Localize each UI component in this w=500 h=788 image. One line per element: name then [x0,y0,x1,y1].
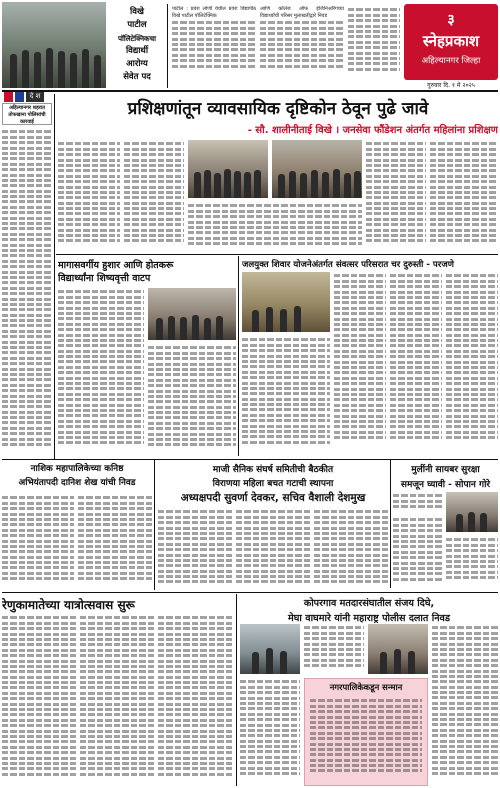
top-text-col2 [260,6,344,88]
date-line: गुरुवार दि. १ मे २०२५ [427,82,475,89]
story-cyber-text-2 [393,516,443,588]
top-text-lead2: आणि कॉलेज ऑफ इंजिनिअरिंगच्या विद्यार्थ्यांची परिसर मुलाखतीद्वारे निवड [260,6,344,19]
story-cyber-box [393,462,498,490]
story-cyber-text-3 [446,536,498,588]
sidebar-line: पॉलिटेक्निकचा [117,34,157,43]
sidebar-line: सेवेत पद [123,72,151,82]
story-nashik-text-1 [2,494,74,590]
story-jalyukta-text-4 [446,272,498,456]
lead-headline: प्रशिक्षणांतून व्यावसायिक दृष्टिकोन ठेवून पुढे जावे [127,99,429,119]
story-jalyukta-headline: जलयुक्त शिवार योजनेअंतर्गत संवत्सर परिसरात चर दुरुस्ती - परजणे [242,260,454,270]
story-police-photo-2 [368,624,428,674]
lead-text-col1 [58,140,120,250]
section-tag-text: दे श [26,91,44,102]
lead-text-col2 [124,140,184,250]
story-jalyukta-text-2 [334,272,386,456]
story-sainik-headline: माजी सैनिक संघर्ष समितीची बैठकीत [212,465,334,475]
story-police-text-2 [432,624,498,786]
story-sainik-box [158,462,388,505]
story-scholarship-text-2 [148,344,236,456]
top-text-lead: पाटील : प्रवरा लोणी येथील प्रवरा विद्यापीठ विखे पाटील पॉलिटेक्निक [172,6,256,19]
sidebar-line: विखे [130,7,144,17]
left-sidebar-sub: तोफखाना पोलिसांची कारवाई [8,112,46,125]
story-cyber-headline: मुलींनी सायबर सुरक्षा [411,465,480,475]
story-jalyukta-photo [242,272,330,332]
left-sidebar-title: अहिल्यानगर शहरात [9,105,45,111]
lead-photo-2 [272,140,362,198]
story-renuka-text-1 [2,614,76,786]
story-sainik-sub: विराणया महिला बचत गटाची स्थापना [212,479,334,489]
story-renuka-headline: रेणुकामातेच्या यात्रोत्सवास सुरू [2,598,135,612]
story-police-box [240,596,498,624]
story-nashik-box [2,462,152,492]
sidebar-line: विद्यार्थी [125,46,149,56]
story-renuka-text-3 [158,614,234,786]
story-sainik-headline-2: अध्यक्षपदी सुवर्णा देवकर, सचिव वैशाली देशमुख [180,492,366,504]
story-police-sub: मेघा वाघमारे यांनी महाराष्ट्र पोलीस दलात निवड [288,613,450,624]
story-nashik-text-2 [78,494,152,590]
section-tag [4,91,44,102]
lead-text-col5 [430,140,496,250]
lead-text-col4 [366,140,426,250]
story-sainik-text-2 [236,508,310,590]
story-renuka-text-2 [80,614,154,786]
story-cyber-photo [446,492,498,532]
story-cyber-text-1 [393,492,443,514]
top-photo [2,2,106,88]
left-col-text [2,128,52,458]
story-sainik-text-3 [314,508,388,590]
top-text-col1 [172,6,256,88]
story-police-text-3 [240,678,300,786]
story-police-text-1 [304,624,364,674]
story-nashik-sub: अभियंतापदी दानिश शेख यांची निवड [18,478,136,488]
story-nagarpalika-box [304,678,428,786]
lead-photo-1 [188,140,268,198]
lead-subhead: - सौ. शालीनीताई विखे । जनसेवा फौंडेशन अंतर्गत महिलांना प्रशिक्षण [247,125,498,136]
story-sainik-text-1 [158,508,232,590]
sidebar-line: पाटील [127,20,147,30]
story-jalyukta-text-3 [390,272,442,456]
sidebar-line: आरोग्य [126,59,148,69]
story-police-photo-1 [240,624,300,674]
story-nagarpalika-headline: नगरपालिकेकडून सन्मान [329,682,403,692]
top-text-col3 [348,6,400,88]
top-story-sidebar [108,6,166,84]
story-scholarship-headline: मागासवर्गीय हुशार आणि होतकरू [58,260,174,271]
story-cyber-sub: समजून घ्यावी - सोपान गोरे [400,480,491,490]
brand-box [404,4,498,80]
story-scholarship-photo [148,288,236,340]
story-jalyukta-text-1 [242,336,330,456]
lead-text-col3 [188,202,362,250]
brand-sub: अहिल्यानगर जिल्हा [421,56,481,66]
brand-number: ३ [447,12,455,28]
brand-name: स्नेहप्रकाश [422,32,480,50]
story-nashik-headline: नाशिक महापालिकेच्या कनिष्ठ [30,464,124,474]
story-police-headline: कोपरगाव मतदारसंघातील संजय दिघे, [303,598,435,609]
story-scholarship-sub: विद्यार्थ्यांना शिष्यवृत्ती वाटप [58,273,151,284]
story-scholarship-text-1 [58,288,144,456]
left-sidebar-box [2,103,52,125]
